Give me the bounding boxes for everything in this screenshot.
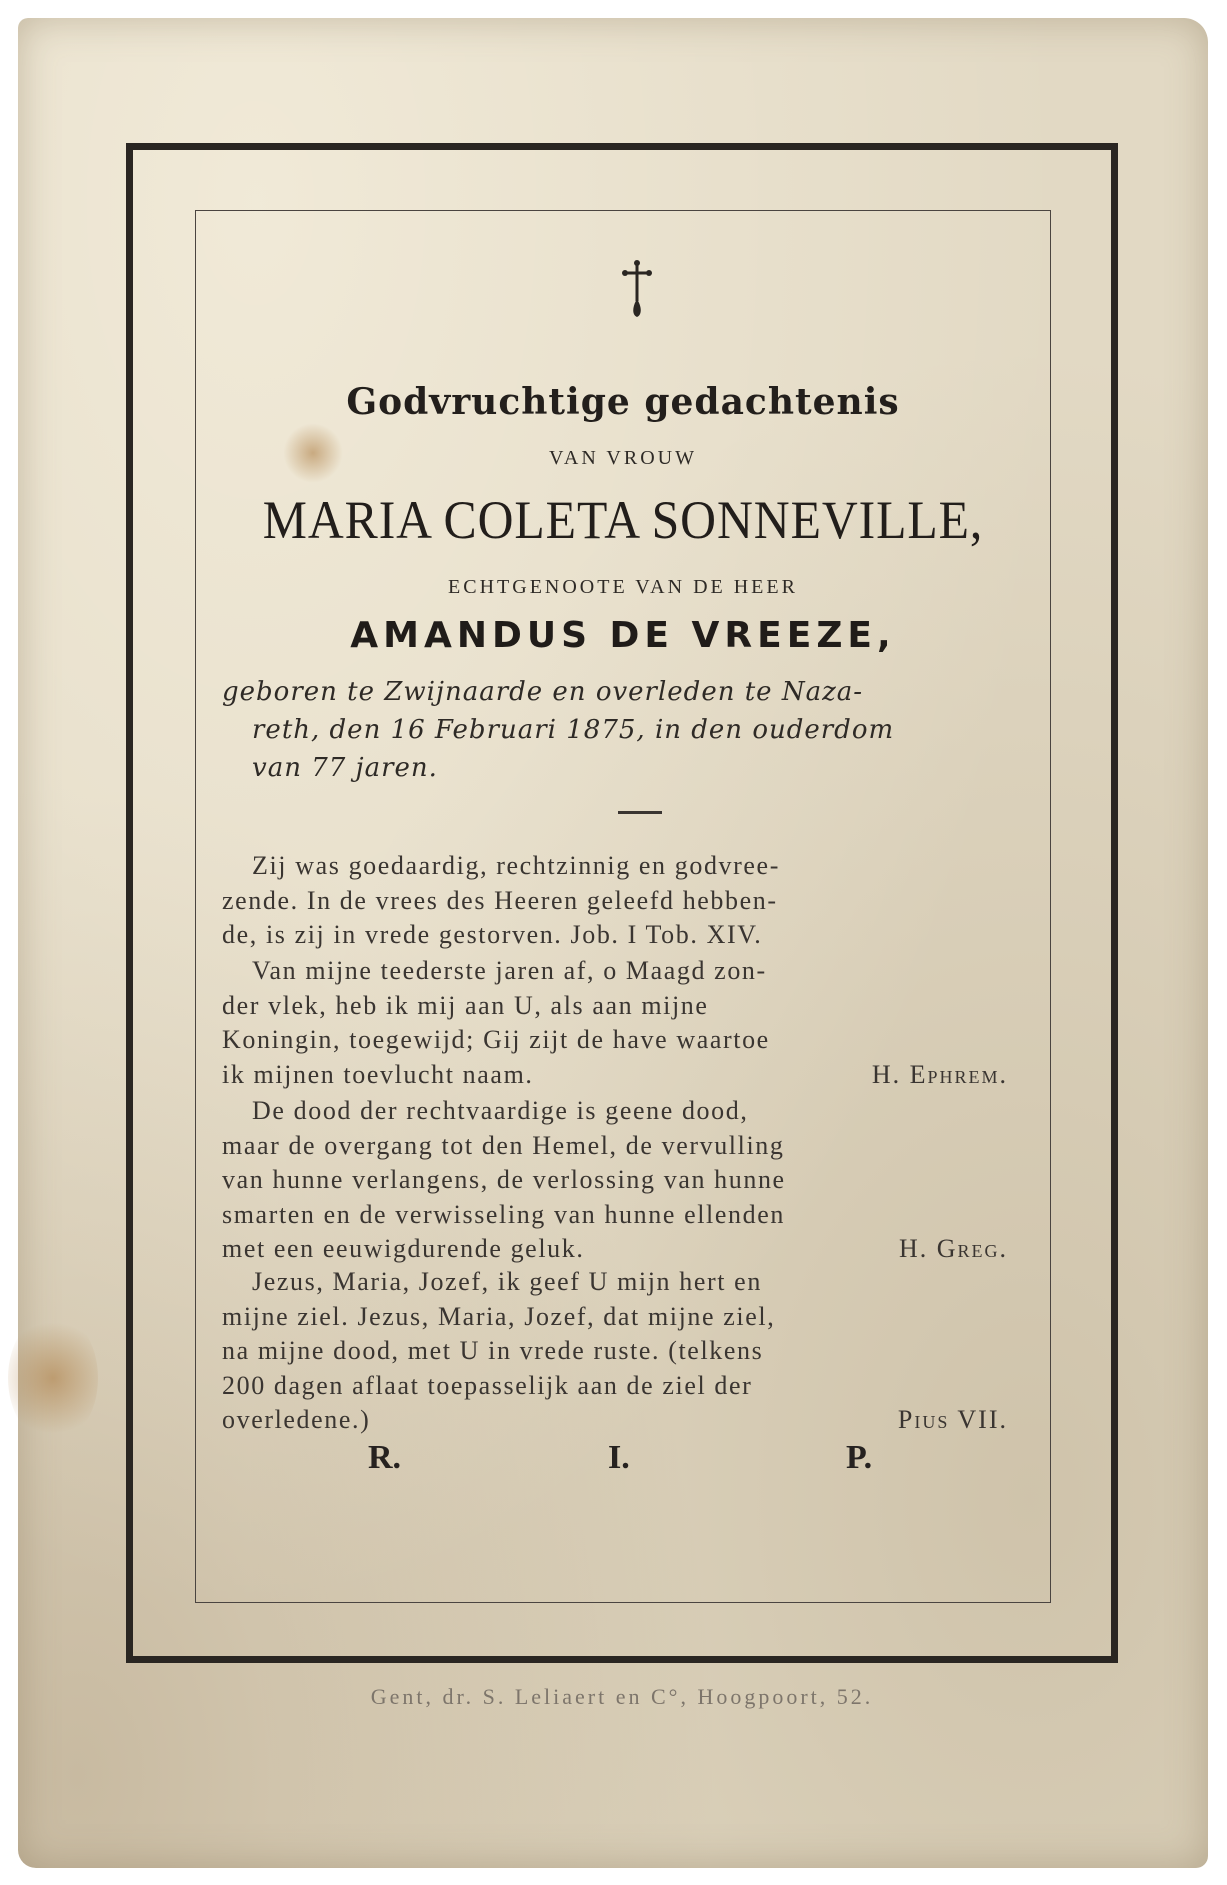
text-line: Van mijne teederste jaren af, o Maagd zon- xyxy=(252,956,767,985)
van-vrouw-label: VAN VROUW xyxy=(549,447,697,469)
husband-name: AMANDUS DE VREEZE, xyxy=(350,615,896,656)
paragraph-prayer-greg xyxy=(222,1094,1028,1267)
text-line xyxy=(222,1232,1028,1267)
text-line: de, is zij in vrede gestorven. Job. I Tob. XIV. xyxy=(222,920,763,949)
inner-border xyxy=(195,210,1051,1603)
text-line: 200 dagen aflaat toepasselijk aan de ziel der xyxy=(222,1370,753,1400)
text-line: Koningin, toegewijd; Gij zijt de have waartoe xyxy=(222,1025,770,1054)
text-line: zende. In de vrees des Heeren geleefd hebben- xyxy=(222,885,778,915)
paragraph-prayer-pius xyxy=(222,1265,1028,1438)
printer-imprint: Gent, dr. S. Leliaert en C°, Hoogpoort, 52. xyxy=(370,1684,874,1709)
text-line: reth, den 16 Februari 1875, in den ouderdom xyxy=(252,715,895,745)
rip-letter: P. xyxy=(846,1439,873,1476)
stain-corner xyxy=(8,1313,98,1443)
divider xyxy=(618,811,662,814)
birth-death-text xyxy=(222,673,1028,787)
text-fragment: ik mijnen toevlucht naam. xyxy=(222,1059,534,1089)
deceased-name: MARIA COLETA SONNEVILLE, xyxy=(262,490,984,550)
cross-icon xyxy=(620,259,654,319)
text-line xyxy=(222,1058,1028,1093)
quote-signature: H. Ephrem. xyxy=(871,1059,1008,1089)
text-fragment: met een eeuwigdurende geluk. xyxy=(222,1234,585,1263)
text-line xyxy=(222,1403,1028,1438)
quote-signature: H. Greg. xyxy=(898,1234,1008,1263)
text-line: Jezus, Maria, Jozef, ik geef U mijn hert en xyxy=(252,1267,762,1296)
text-line: De dood der rechtvaardige is geene dood, xyxy=(252,1096,749,1125)
text-line: van 77 jaren. xyxy=(252,753,438,783)
memorial-title: Godvruchtige gedachtenis xyxy=(346,381,900,423)
paragraph-prayer-ephrem xyxy=(222,954,1028,1092)
text-line: mijne ziel. Jezus, Maria, Jozef, dat mijne ziel, xyxy=(222,1301,776,1331)
memorial-card xyxy=(18,18,1208,1868)
rip-letter: I. xyxy=(608,1439,630,1476)
text-line: geboren te Zwijnaarde en overleden te Naza- xyxy=(222,677,864,707)
text-line: maar de overgang tot den Hemel, de vervulling xyxy=(222,1130,785,1160)
rip-letter: R. xyxy=(368,1439,402,1476)
text-line: Zij was goedaardig, rechtzinnig en godvree- xyxy=(252,851,780,880)
spouse-label: ECHTGENOOTE VAN DE HEER xyxy=(448,576,798,598)
text-line: na mijne dood, met U in vrede ruste. (telkens xyxy=(222,1336,764,1365)
text-line: van hunne verlangens, de verlossing van hunne xyxy=(222,1165,786,1194)
text-fragment: overledene.) xyxy=(222,1405,371,1434)
outer-mourning-border xyxy=(126,143,1118,1663)
paragraph-virtues xyxy=(222,849,1028,953)
text-line: smarten en de verwisseling van hunne ellenden xyxy=(222,1199,785,1229)
quote-signature: Pius VII. xyxy=(897,1405,1008,1434)
text-line: der vlek, heb ik mij aan U, als aan mijne xyxy=(222,990,709,1020)
